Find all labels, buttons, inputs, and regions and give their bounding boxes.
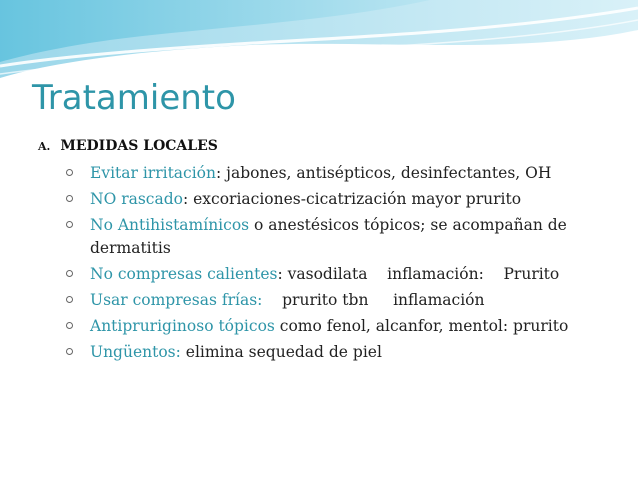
item-text: : vasodilata inflamación: Prurito — [277, 265, 560, 283]
section-letter: A. — [38, 140, 51, 153]
item-highlight: No compresas calientes — [90, 265, 278, 283]
header-wave-decoration — [0, 0, 638, 80]
bullet-icon — [66, 270, 73, 277]
item-highlight: NO rascado — [90, 190, 183, 208]
item-text: : jabones, antisépticos, desinfectantes, OH — [216, 164, 552, 182]
list-item — [66, 188, 606, 211]
item-highlight: Evitar irritación — [90, 164, 216, 182]
item-text: elimina sequedad de piel — [180, 343, 382, 361]
item-text: : excoriaciones-cicatrización mayor prurito — [182, 190, 522, 208]
bullet-icon — [66, 169, 73, 176]
bullet-icon — [66, 296, 73, 303]
section-heading — [38, 138, 218, 154]
bullet-icon — [66, 322, 73, 329]
treatment-list — [66, 162, 606, 367]
item-highlight: Antipruriginoso tópicos — [90, 317, 275, 335]
item-text: prurito tbn inflamación — [262, 291, 485, 309]
item-highlight: No Antihistamínicos — [90, 216, 250, 234]
item-highlight: Ungüentos: — [90, 343, 181, 361]
list-item — [66, 162, 606, 185]
list-item — [66, 289, 606, 312]
slide-title: Tratamiento — [32, 78, 236, 118]
bullet-icon — [66, 348, 73, 355]
bullet-icon — [66, 221, 73, 228]
item-highlight: Usar compresas frías: — [90, 291, 263, 309]
bullet-icon — [66, 195, 73, 202]
item-text: o anestésicos tópicos; se acompañan de dermatitis — [90, 216, 567, 257]
list-item — [66, 214, 606, 260]
list-item — [66, 263, 606, 286]
section-label: MEDIDAS LOCALES — [60, 138, 218, 154]
item-text: como fenol, alcanfor, mentol: prurito — [274, 317, 569, 335]
list-item — [66, 315, 606, 338]
list-item — [66, 341, 606, 364]
